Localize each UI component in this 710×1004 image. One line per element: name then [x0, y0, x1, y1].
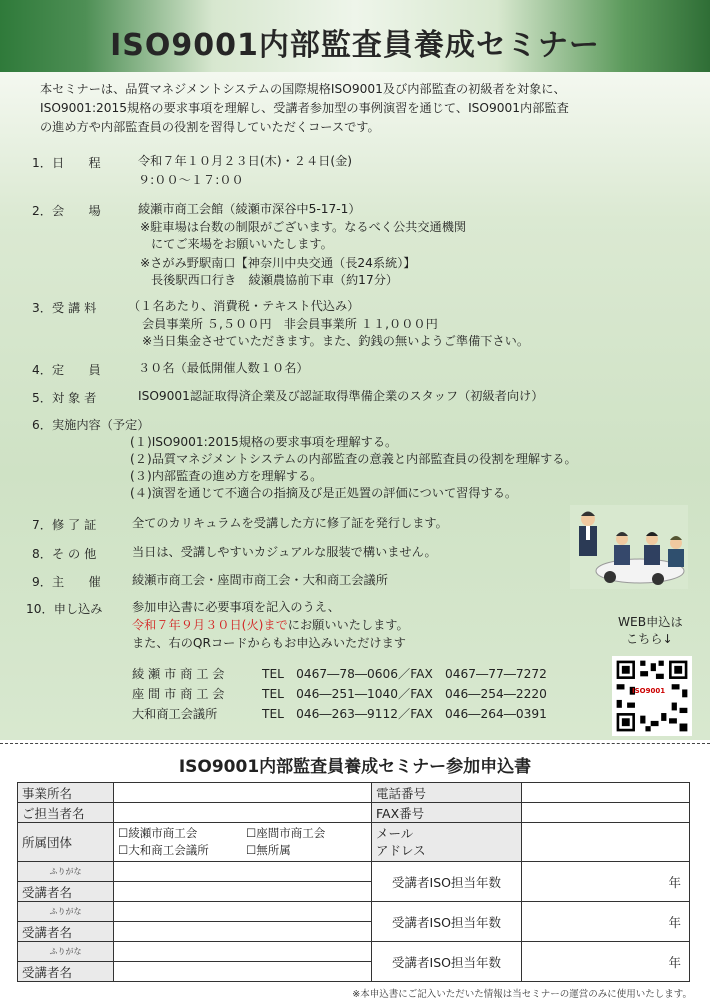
item-label-target: 5．対 象 者 [32, 391, 97, 405]
phone-input[interactable] [522, 783, 690, 803]
item-label-venue: 2．会 場 [32, 204, 101, 218]
item-label-apply: 10．申し込み [26, 602, 103, 616]
years-input[interactable]: 年 [522, 862, 690, 902]
email-input[interactable] [522, 823, 690, 862]
person-label: ご担当者名 [18, 803, 114, 823]
parking-note: ※駐車場は台数の制限がございます。なるべく公共交通機関 [140, 220, 467, 234]
years-input[interactable]: 年 [522, 942, 690, 982]
attendee-label: 受講者名 [18, 922, 114, 942]
fax-label: FAX番号 [372, 803, 522, 823]
attendee-input[interactable] [114, 882, 372, 902]
deadline-suffix: にお願いいたします。 [287, 618, 409, 632]
years-label: 受講者ISO担当年数 [372, 942, 522, 982]
group-option-none[interactable]: ☐無所属 [246, 843, 291, 857]
intro-line: の進め方や内部監査員の役割を習得していただくコースです。 [40, 120, 380, 134]
content-item-1: (１)ISO9001:2015規格の要求事項を理解する。 [130, 435, 398, 449]
furigana-label: ふりがな [18, 902, 114, 922]
intro-line: 本セミナーは、品質マネジメントシステムの国際規格ISO9001及び内部監査の初級者を対象に、 [40, 82, 566, 96]
group-option-ayase[interactable]: ☐綾瀬市商工会 [118, 826, 198, 840]
group-label: 所属団体 [18, 823, 114, 862]
certificate-value: 全てのカリキュラムを受講した方に修了証を発行します。 [132, 516, 448, 530]
contact-org: 座 間 市 商 工 会 [132, 687, 225, 701]
contact-tel: TEL 0467―78―0606／FAX 0467―77―7272 [262, 667, 547, 681]
email-label-line2: アドレス [376, 843, 426, 858]
company-label: 事業所名 [18, 783, 114, 803]
venue-value: 綾瀬市商工会館（綾瀬市深谷中5-17-1） [138, 202, 361, 216]
apply-text-1: 参加申込書に必要事項を記入のうえ、 [132, 600, 340, 614]
contact-tel: TEL 046―263―9112／FAX 046―264―0391 [262, 707, 547, 721]
years-input[interactable]: 年 [522, 902, 690, 942]
access-note: ※さがみ野駅南口【神奈川中央交通（長24系統）】 [140, 256, 416, 270]
attendee-label: 受講者名 [18, 882, 114, 902]
email-label-line1: メール [376, 826, 414, 841]
other-value: 当日は、受講しやすいカジュアルな服装で構いません。 [132, 545, 437, 559]
group-option-zama[interactable]: ☐座間市商工会 [246, 826, 326, 840]
capacity-value: ３０名（最低開催人数１０名） [138, 361, 309, 375]
item-label-organizer: 9．主 催 [32, 575, 101, 589]
attendee-input[interactable] [114, 922, 372, 942]
footnote: ※本申込書にご記入いただいた情報は当セミナーの運営のみに使用いたします。 [352, 989, 692, 1000]
apply-text-qr: また、右のQRコードからもお申込みいただけます [132, 636, 406, 650]
cut-line [0, 743, 710, 744]
deadline-date: 令和７年９月３０日(火)まで [132, 618, 288, 632]
apply-deadline [132, 617, 409, 634]
attendee-input[interactable] [114, 962, 372, 982]
content-item-4: (４)演習を通じて不適合の指摘及び是正処置の評価について習得する。 [130, 486, 518, 500]
application-form [17, 782, 690, 982]
page-title: ISO9001内部監査員養成セミナー [110, 28, 600, 63]
item-label-date: 1．日 程 [32, 156, 101, 170]
qr-logo-label: ISO9001 [632, 687, 666, 695]
item-label-other: 8．そ の 他 [32, 547, 97, 561]
time-value: ９:００～１７:００ [138, 173, 244, 187]
intro-text [40, 80, 680, 137]
access-note-2: 長後駅西口行き 綾瀬農協前下車（約17分） [151, 273, 399, 287]
contact-org: 綾 瀬 市 商 工 会 [132, 667, 225, 681]
furigana-input[interactable] [114, 862, 372, 882]
phone-label: 電話番号 [372, 783, 522, 803]
attendee-label: 受講者名 [18, 962, 114, 982]
target-value: ISO9001認証取得済企業及び認証取得準備企業のスタッフ（初級者向け） [138, 389, 544, 403]
fax-input[interactable] [522, 803, 690, 823]
contact-org: 大和商工会議所 [132, 707, 218, 721]
company-input[interactable] [114, 783, 372, 803]
fee-note: （１名あたり、消費税・テキスト代込み） [128, 299, 360, 313]
group-options [114, 823, 372, 862]
web-apply-label: WEB申込は [618, 615, 683, 629]
contact-tel: TEL 046―251―1040／FAX 046―254―2220 [262, 687, 547, 701]
years-label: 受講者ISO担当年数 [372, 862, 522, 902]
fee-payment-note: ※当日集金させていただきます。また、釣銭の無いようご準備下さい。 [142, 334, 530, 348]
web-apply-arrow: こちら↓ [626, 632, 673, 646]
furigana-input[interactable] [114, 942, 372, 962]
item-label-fee: 3．受 講 料 [32, 301, 97, 315]
date-value: 令和７年１０月２３日(木)・２４日(金) [138, 154, 353, 168]
intro-line: ISO9001:2015規格の要求事項を理解し、受講者参加型の事例演習を通じて、ISO9001内部監査 [40, 101, 569, 115]
person-input[interactable] [114, 803, 372, 823]
item-label-certificate: 7．修 了 証 [32, 518, 97, 532]
content-item-3: (３)内部監査の進め方を理解する。 [130, 469, 323, 483]
meeting-illustration [570, 505, 688, 589]
content-item-2: (２)品質マネジメントシステムの内部監査の意義と内部監査員の役割を理解する。 [130, 452, 577, 466]
fee-value: 会員事業所 ５,５００円 非会員事業所 １１,０００円 [142, 317, 438, 331]
furigana-label: ふりがな [18, 942, 114, 962]
furigana-input[interactable] [114, 902, 372, 922]
organizer-value: 綾瀬市商工会・座間市商工会・大和商工会議所 [132, 573, 388, 587]
furigana-label: ふりがな [18, 862, 114, 882]
item-label-capacity: 4．定 員 [32, 363, 101, 377]
item-label-content: 6．実施内容（予定） [32, 418, 150, 432]
group-option-yamato[interactable]: ☐大和商工会議所 [118, 843, 209, 857]
years-label: 受講者ISO担当年数 [372, 902, 522, 942]
parking-note-2: にてご来場をお願いいたします。 [151, 237, 333, 251]
email-label [372, 823, 522, 862]
form-title: ISO9001内部監査員養成セミナー参加申込書 [178, 757, 532, 777]
